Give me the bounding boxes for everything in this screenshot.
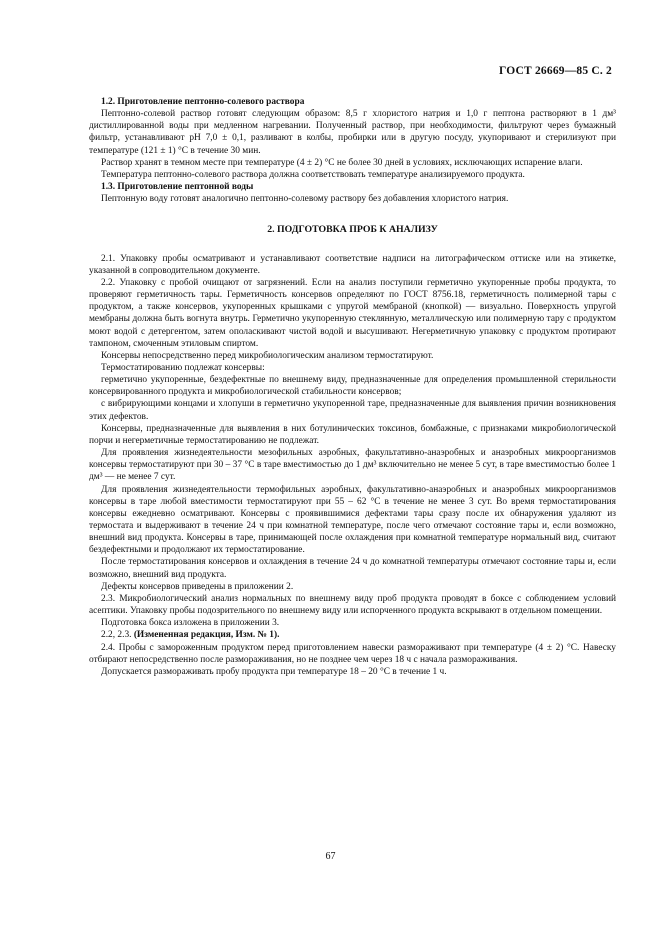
amendment-note: [89, 629, 616, 641]
subsection-1-3-heading: 1.3. Приготовление пептонной воды: [101, 182, 254, 193]
paragraph-2-2-thermophilic: Для проявления жизнедеятельности термофильных аэробных, факультативно-анаэробных и анаэробных микроорганизмов консервы в таре любой вместимости термостатируют при 55 – 62 °С в течение не менее 3 сут. Во время термостатирования консервы ежедневно осматривают. Консервы с проявившимися дефектами тары сразу после их обнаружения удаляют из термостата и выдерживают в течение 24 ч при комнатной температуре, после чего отмечают состояние тары и, если возможно, внешний вид продукта. Консервы в таре, принимающей после охлаждения при комнатной температуре нормальный вид, считают бездефектными и продолжают их термостатирование.: [89, 484, 616, 556]
paragraph-1-2-text: Пептонно-солевой раствор готовят следующим образом: 8,5 г хлористого натрия и 1,0 г пептона растворяют в 1 дм³ дистиллированной воды при медленном нагревании. Полученный раствор, при необходимости, фильтруют через бумажный фильтр, устанавливают pH 7,0 ± 0,1, разливают в колбы, пробирки или в другую посуду, укупоривают и стерилизуют при температуре (121 ± 1) °С в течение 30 мин.: [89, 109, 616, 156]
amendment-edit: (Измененная редакция, Изм. № 1).: [133, 630, 280, 641]
paragraph-1-3-text: Пептонную воду готовят аналогично пептонно-солевому раствору без добавления хлористого натрия.: [101, 194, 509, 205]
standard-header: ГОСТ 26669—85 С. 2: [499, 65, 612, 77]
paragraph-2-1: 2.1. Упаковку пробы осматривают и устанавливают соответствие надписи на литографическом оттиске или на этикетке, указанной в сопроводительном документе.: [89, 253, 616, 276]
paragraph-2-2-subject: Термостатированию подлежат консервы:: [101, 362, 265, 373]
paragraph-2-2-mesophilic: Для проявления жизнедеятельности мезофильных аэробных, факультативно-анаэробных и анаэробных микроорганизмов консервы термостатируют при 30 – 37 °С в таре вместимостью до 1 дм³ включительно не менее 5 сут, в таре вместимостью более 1 дм³ — не менее 7 сут.: [89, 448, 616, 483]
section-2-title: 2. ПОДГОТОВКА ПРОБ К АНАЛИЗУ: [267, 224, 438, 236]
paragraph-2-2: 2.2. Упаковку с пробой очищают от загрязнений. Если на анализ поступили герметично укупоренные пробы продукта, то проверяют герметичность тары. Герметичность консервов определяют по ГОСТ 8756.18, герметичность полимерной тары с продуктом, а также консервов, укупоренных крышками с упругой мембраной (кнопкой) — визуально. Поверхность упругой мембраны должна быть вогнута внутрь. Герметично укупоренную стеклянную, металлическую или полимерную тару с продуктом моют водой с детергентом, затем ополаскивают чистой водой и высушивают. Негерметичную упаковку с продуктом протирают тампоном, смоченным этиловым спиртом.: [89, 277, 616, 349]
paragraph-2-4: 2.4. Пробы с замороженным продуктом перед приготовлением навески размораживают при температуре (4 ± 2) °С. Навеску отбирают непосредственно после размораживания, но не позднее чем через 18 ч с начала размораживания.: [89, 642, 616, 665]
list-item-sealed: герметично укупоренные, бездефектные по внешнему виду, предназначенные для определения промышленной стерильности консервированного продукта и микробиологической стабильности консервов;: [89, 375, 616, 398]
paragraph-1-2-storage: Раствор хранят в темном месте при температуре (4 ± 2) °С не более 30 дней в условиях, исключающих испарение влаги.: [101, 157, 583, 168]
subsection-1-2-heading: 1.2. Приготовление пептонно-солевого раствора: [101, 97, 305, 107]
paragraph-2-4-allow: Допускается размораживать пробу продукта при температуре 18 – 20 °С в течение 1 ч.: [101, 666, 447, 677]
paragraph-2-2-botulin: Консервы, предназначенные для выявления в них ботулинических токсинов, бомбажные, с признаками микробиологической порчи и негерметичные термостатированию не подлежат.: [89, 423, 616, 446]
amendment-ref: 2.2, 2.3.: [101, 630, 132, 641]
list-item-vibrating: с вибрирующими концами и хлопуши в герметично укупоренной таре, предназначенные для выявления причин возникновения этих дефектов.: [89, 399, 616, 422]
paragraph-2-3: 2.3. Микробиологический анализ нормальных по внешнему виду проб продукта проводят в боксе с соблюдением условий асептики. Упаковку пробы подозрительного по внешнему виду или испорченного продукта вскрывают в отдельном помещении.: [89, 593, 616, 617]
paragraph-1-2-temperature: Температура пептонно-солевого раствора должна соответствовать температуре анализируемого продукта.: [101, 169, 525, 180]
paragraph-2-2-after: После термостатирования консервов и охлаждения в течение 24 ч до комнатной температуры отмечают состояние тары и, если возможно, внешний вид продукта.: [89, 557, 616, 580]
paragraph-2-2-defects: Дефекты консервов приведены в приложении 2.: [101, 581, 294, 592]
paragraph-2-2-thermostat: Консервы непосредственно перед микробиологическим анализом термостатируют.: [101, 350, 434, 361]
paragraph-2-3-box: Подготовка бокса изложена в приложении 3.: [101, 618, 280, 629]
page-number: 67: [325, 851, 336, 862]
document-body: [89, 96, 616, 678]
